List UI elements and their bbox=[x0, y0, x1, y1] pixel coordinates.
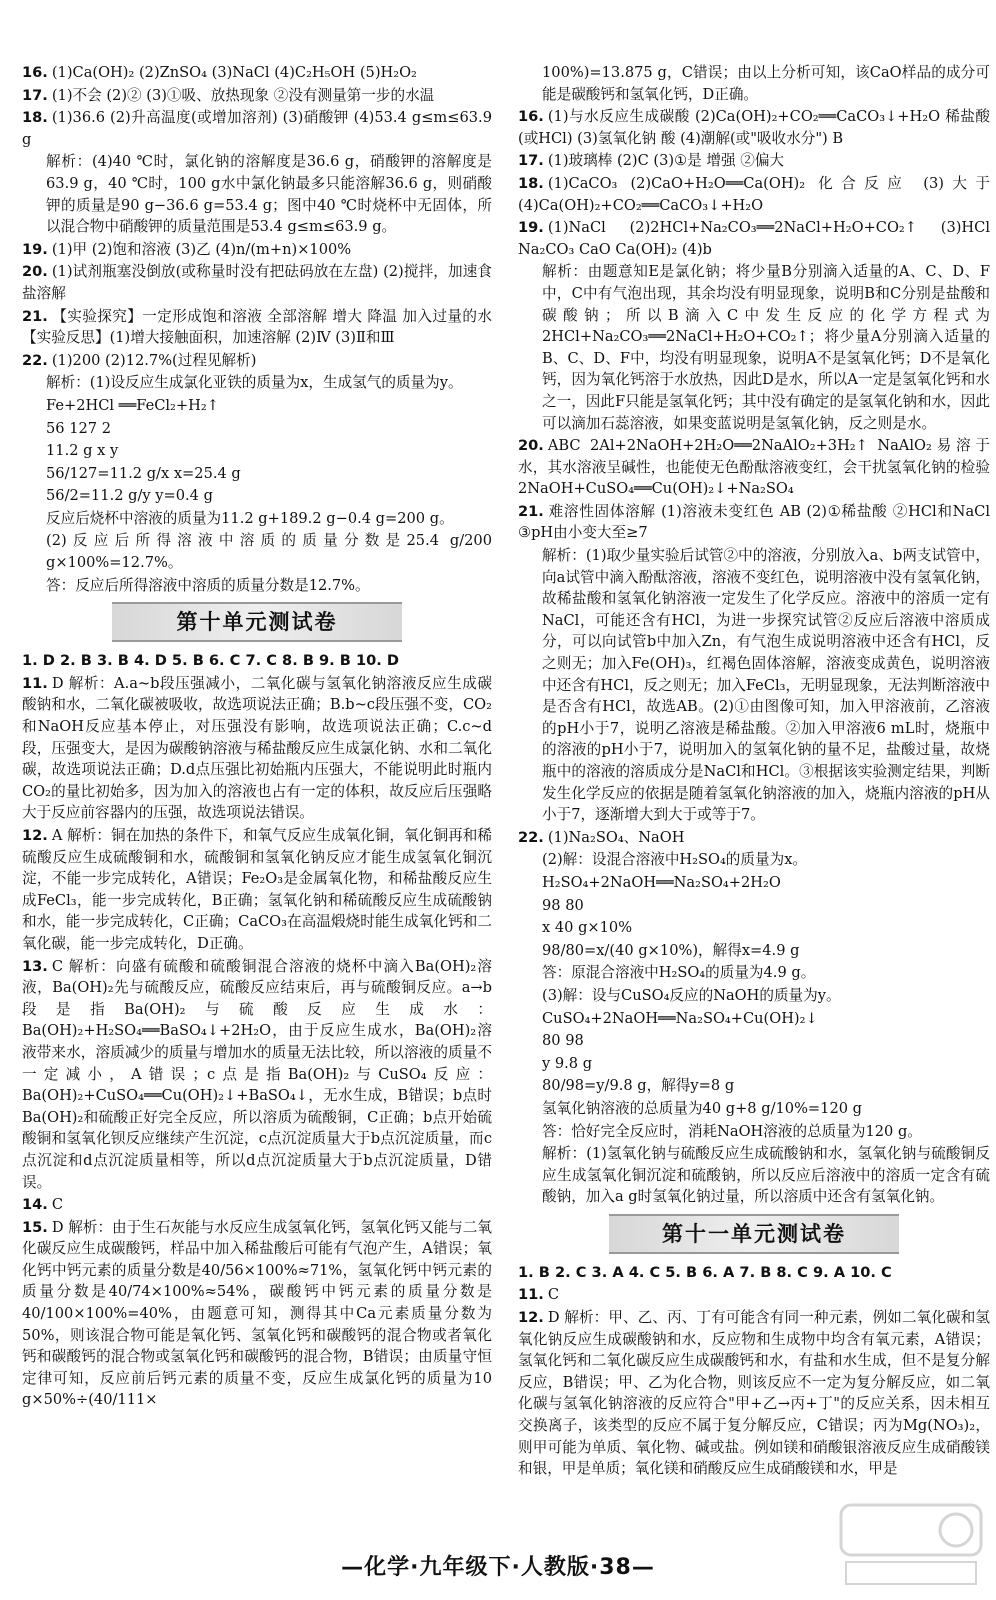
answer-text: D 解析：由于生石灰能与水反应生成氢氧化钙，氢氧化钙又能与二氧化碳反应生成碳酸钙，样品中加入稀盐酸后可能有气泡产生，A错误；氧化钙中钙元素的质量分数是40/56×100%≈71%，氢氧化钙中钙元素的质量分数是40/74×100%≈54%，碳酸钙中钙元素的质量分数是40/100×100%=40%，由题意可知，测得其中Ca元素质量分数为50%，则该混合物可能是氧化钙、氢氧化钙和碳酸钙的混合物或者氧化钙和碳酸钙的混合物或氢氧化钙和碳酸钙的混合物，B错误；由质量守恒定律可知，反应前后钙元素的质量不变，反应生成氯化钙的质量为10 g×50%÷(40/111× bbox=[22, 1218, 492, 1409]
choice-answers: 1. D 2. B 3. B 4. D 5. B 6. C 7. C 8. B 9. B 10. D bbox=[22, 652, 400, 670]
answer-text: y 9.8 g bbox=[542, 1054, 593, 1072]
answer-item bbox=[22, 306, 492, 349]
answer-text: 难溶性固体溶解 (1)溶液未变红色 AB (2)①稀盐酸 ②HCl和NaCl ③pH由小变大至≥7 bbox=[518, 502, 990, 542]
answer-item bbox=[518, 1143, 990, 1208]
answer-text: D 解析：A.a~b段压强减小，二氧化碳与氢氧化钠溶液反应生成碳酸钠和水，二氧化碳被吸收，故选项说法正确；B.b~c段压强不变，CO₂和NaOH反应基本停止，对压强没有影响，故选项说法正确；C.c~d段，压强变大，是因为碳酸钠溶液与稀盐酸反应生成氯化钠、水和二氧化碳，故选项说法正确；D.d点压强比初始瓶内压强大，不能说明此时瓶内CO₂的量比初始多，因为加入的溶液也占有一定的体积，故反应后压强略大于反应前容器内的压强，故选项说法错误。 bbox=[22, 674, 492, 822]
answer-item bbox=[22, 673, 492, 824]
answer-text: 80 98 bbox=[542, 1032, 584, 1050]
answer-item bbox=[22, 463, 492, 485]
answer-text: (3)解：设与CuSO₄反应的NaOH的质量为y。 bbox=[542, 986, 841, 1004]
answer-item bbox=[518, 1121, 990, 1143]
answer-text: 解析：(1)设反应生成氯化亚铁的质量为x，生成氢气的质量为y。 bbox=[46, 374, 463, 392]
answer-text: 100%)=13.875 g，C错误；由以上分析可知，该CaO样品的成分可能是碳酸钙和氢氧化钙，D正确。 bbox=[542, 64, 990, 103]
answer-item bbox=[518, 1098, 990, 1120]
question-number: 21. bbox=[518, 502, 544, 520]
answer-item bbox=[518, 1284, 990, 1306]
answer-item bbox=[518, 435, 990, 500]
answer-item bbox=[518, 1075, 990, 1097]
answer-text: 解析：(1)取少量实验后试管②中的溶液，分别放入a、b两支试管中，向a试管中滴入酚酞溶液，溶液不变红色，说明溶液中没有氢氧化钠，故稀盐酸和氢氧化钠溶液一定发生了化学反应。溶液中的溶质一定有NaCl，可能还含有HCl，为进一步探究试管②反应后溶液中溶质成分，可以向试管b中加入Zn，有气泡生成说明溶液中还含有HCl，反之则无；加入Fe(OH)₃，红褐色固体溶解，溶液变成黄色，说明溶液中还含有HCl，反之则无；加入FeCl₃，无明显现象，无法判断溶液中是否含有HCl，故选AB。(2)①由图像可知，加入甲溶液前，乙溶液的pH小于7，说明乙溶液是稀盐酸。②加入甲溶液6 mL时，烧瓶中的溶液的pH小于7，说明加入的氢氧化钠的量不足，盐酸过量，故烧瓶中的溶液的溶质成分是NaCl和HCl。③根据该实验测定结果，判断发生化学反应的依据是随着氢氧化钠溶液的加入，烧瓶内溶液的pH从小于7，逐渐增大到大于或等于7。 bbox=[542, 547, 990, 824]
answer-item bbox=[22, 485, 492, 507]
question-number: 17. bbox=[518, 152, 544, 170]
answer-item bbox=[22, 107, 492, 150]
question-number: 22. bbox=[518, 828, 544, 846]
section-banner: 第十一单元测试卷 bbox=[609, 1214, 899, 1254]
question-number: 13. bbox=[22, 957, 48, 975]
answer-item bbox=[518, 173, 990, 216]
answer-text: C bbox=[51, 1196, 64, 1214]
answer-text: (1)甲 (2)饱和溶液 (3)乙 (4)n/(m+n)×100% bbox=[51, 240, 352, 258]
answer-text: x 40 g×10% bbox=[542, 919, 633, 937]
answer-item bbox=[22, 575, 492, 597]
question-number: 11. bbox=[22, 674, 48, 692]
question-number: 17. bbox=[22, 86, 48, 104]
answer-text: A 解析：铜在加热的条件下，和氧气反应生成氧化铜，氧化铜再和稀硫酸反应生成硫酸铜和水，硫酸铜和氢氧化钠反应才能生成氢氧化铜沉淀，不能一步完成转化，A错误；Fe₂O₃是金属氧化物，和稀盐酸反应生成FeCl₃，能一步完成转化，B正确；氢氧化钠和稀硫酸反应生成硫酸钠和水，能一步完成转化，C正确；CaCO₃在高温煅烧时能生成氧化钙和二氧化碳，能一步完成转化，D正确。 bbox=[22, 827, 492, 952]
answer-item bbox=[22, 418, 492, 440]
answer-text: C bbox=[547, 1286, 560, 1304]
answer-text: 【实验探究】一定形成饱和溶液 全部溶解 增大 降温 加入过量的水 【实验反思】(1)增大接触面积，加速溶解 (2)Ⅳ (3)Ⅱ和Ⅲ bbox=[22, 307, 492, 347]
answer-item bbox=[22, 151, 492, 237]
answer-text: 答：恰好完全反应时，消耗NaOH溶液的总质量为120 g。 bbox=[542, 1122, 922, 1140]
answer-text: C 解析：向盛有硫酸和硫酸铜混合溶液的烧杯中滴入Ba(OH)₂溶液，Ba(OH)₂先与硫酸反应，硫酸反应结束后，再与硫酸铜反应。a→b段是指Ba(OH)₂与硫酸反应生成水：Ba(OH)₂+H₂SO₄══BaSO₄↓+2H₂O，由于反应生成水，Ba(OH)₂溶液带来水，溶质减少的质量与增加水的质量无法比较，所以溶液的质量不一定减小，A错误；c点是指Ba(OH)₂与CuSO₄反应：Ba(OH)₂+CuSO₄══Cu(OH)₂↓+BaSO₄↓，无水生成，B错误；b点时Ba(OH)₂和硫酸正好完全反应，所以溶质为硫酸铜，C正确；b点开始硫酸铜和氢氧化钡反应继续产生沉淀，c点沉淀质量大于b点沉淀质量，而c点沉淀和d点沉淀质量相等，所以d点沉淀质量大于b点沉淀质量，D错误。 bbox=[22, 957, 492, 1191]
answer-item bbox=[518, 501, 990, 544]
answer-text: 98/80=x/(40 g×10%)，解得x=4.9 g bbox=[542, 941, 800, 959]
answer-item bbox=[22, 350, 492, 372]
question-number: 14. bbox=[22, 1196, 48, 1214]
answer-text: (2)解：设混合溶液中H₂SO₄的质量为x。 bbox=[542, 851, 808, 869]
question-number: 12. bbox=[22, 827, 48, 844]
answer-item bbox=[518, 217, 990, 260]
answer-text: 11.2 g x y bbox=[46, 442, 119, 460]
answer-text: 答：原混合溶液中H₂SO₄的质量为4.9 g。 bbox=[542, 964, 816, 982]
question-number: 19. bbox=[518, 219, 544, 237]
answer-text: (1)200 (2)12.7%(过程见解析) bbox=[51, 351, 257, 369]
answer-text: 56 127 2 bbox=[46, 419, 111, 437]
answer-text: CuSO₄+2NaOH══Na₂SO₄+Cu(OH)₂↓ bbox=[542, 1009, 818, 1027]
answer-item bbox=[22, 956, 492, 1194]
question-number: 18. bbox=[518, 174, 544, 192]
answer-text: D 解析：甲、乙、丙、丁有可能含有同一种元素，例如二氧化碳和氢氧化钠反应生成碳酸钠和水，反应物和生成物中均含有氧元素，A错误；氢氧化钙和二氧化碳反应生成碳酸钙和水，有盐和水生成，但不是复分解反应，B错误；甲、乙为化合物，则该反应不一定为复分解反应，如二氧化碳与氢氧化钠溶液的反应符合"甲+乙→丙+丁"的反应关系，因未相互交换离子，该类型的反应不属于复分解反应，C错误；丙为Mg(NO₃)₂，则甲可能为单质、氧化物、碱或盐。例如镁和硝酸银溶液反应生成硝酸镁和银，甲是单质；氧化镁和硝酸反应生成硝酸镁和水，甲是 bbox=[518, 1309, 990, 1478]
answer-item bbox=[518, 985, 990, 1007]
answer-item bbox=[518, 827, 990, 849]
choice-answers: 1. B 2. C 3. A 4. C 5. B 6. A 7. B 8. C 9. A 10. C bbox=[518, 1263, 892, 1281]
answer-item bbox=[518, 106, 990, 149]
question-number: 21. bbox=[22, 307, 48, 325]
answer-item bbox=[518, 872, 990, 894]
answer-item bbox=[22, 825, 492, 955]
answer-text: 答：反应后所得溶液中溶质的质量分数是12.7%。 bbox=[46, 576, 370, 594]
answer-item bbox=[22, 530, 492, 573]
section-banner: 第十单元测试卷 bbox=[112, 602, 402, 642]
answer-item bbox=[518, 150, 990, 172]
answer-item bbox=[22, 372, 492, 394]
answer-item bbox=[518, 940, 990, 962]
answer-item bbox=[518, 1008, 990, 1030]
answer-text: Fe+2HCl ══FeCl₂+H₂↑ bbox=[46, 396, 219, 414]
answer-text: 氢氧化钠溶液的总质量为40 g+8 g/10%=120 g bbox=[542, 1099, 862, 1117]
answer-item bbox=[518, 261, 990, 434]
answer-item bbox=[22, 85, 492, 107]
question-number: 20. bbox=[22, 263, 48, 281]
answer-item bbox=[518, 1053, 990, 1075]
question-number: 22. bbox=[22, 351, 48, 369]
answer-item bbox=[518, 917, 990, 939]
answer-text: (2)反应后所得溶液中溶质的质量分数是25.4 g/200 g×100%=12.7%。 bbox=[46, 532, 492, 572]
answer-item bbox=[518, 962, 990, 984]
answer-text: 56/2=11.2 g/y y=0.4 g bbox=[46, 487, 213, 505]
answer-text: (1)CaCO₃ (2)CaO+H₂O══Ca(OH)₂ 化合反应 (3)大于 (4)Ca(OH)₂+CO₂══CaCO₃↓+H₂O bbox=[518, 174, 990, 214]
watermark-logo-icon bbox=[836, 1500, 986, 1590]
answer-item bbox=[22, 440, 492, 462]
answer-text: 解析：由题意知E是氯化钠；将少量B分别滴入适量的A、C、D、F中，C中有气泡出现，其余均没有明显现象，说明B和C分别是盐酸和碳酸钠；所以B滴入C中发生反应的化学方程式为2HCl+Na₂CO₃══2NaCl+H₂O+CO₂↑；将少量A分别滴入适量的B、C、D、F中，均没有明显现象，说明A不是氢氧化钙；D不是氧化钙，因为氧化钙溶于水放热，因此D是水，所以A一定是氢氧化钙和水之一，因此F只能是氢氧化钙；其中没有确定的是氢氧化钠和水，因此可以滴加石蕊溶液，如果变蓝说明是氢氧化钠，反之则是水。 bbox=[542, 263, 990, 432]
question-number: 18. bbox=[22, 109, 48, 127]
answer-text: (1)不会 (2)② (3)①吸、放热现象 ②没有测量第一步的水温 bbox=[51, 86, 435, 104]
answer-text: (1)36.6 (2)升高温度(或增加溶剂) (3)硝酸钾 (4)53.4 g≤m≤63.9 g bbox=[22, 109, 492, 148]
answer-item bbox=[518, 895, 990, 917]
answer-item bbox=[22, 508, 492, 530]
question-number: 16. bbox=[22, 64, 48, 81]
answer-text: (1)玻璃棒 (2)C (3)①是 增强 ②偏大 bbox=[547, 152, 785, 170]
answer-text: (1)NaCl (2)2HCl+Na₂CO₃══2NaCl+H₂O+CO₂↑ (3)HCl Na₂CO₃ CaO Ca(OH)₂ (4)b bbox=[518, 219, 990, 258]
answer-text: 98 80 bbox=[542, 896, 584, 914]
question-number: 19. bbox=[22, 240, 48, 258]
answer-item bbox=[518, 849, 990, 871]
answer-text: H₂SO₄+2NaOH══Na₂SO₄+2H₂O bbox=[542, 873, 781, 891]
right-column bbox=[518, 62, 990, 1481]
answer-text: 56/127=11.2 g/x x=25.4 g bbox=[46, 464, 241, 482]
question-number: 12. bbox=[518, 1309, 544, 1327]
answer-text: (1)Na₂SO₄、NaOH bbox=[547, 828, 685, 846]
answer-item bbox=[22, 395, 492, 417]
question-number: 20. bbox=[518, 437, 544, 455]
answer-item bbox=[22, 62, 492, 84]
answer-item bbox=[518, 62, 990, 105]
answer-text: 解析：(1)氢氧化钠与硫酸反应生成硫酸钠和水，氢氧化钠与硫酸铜反应生成氢氧化铜沉淀和硫酸钠，所以反应后溶液中的溶质一定含有硫酸钠，加入a g时氢氧化钠过量，所以溶质中还含有氢氧化钠。 bbox=[542, 1145, 990, 1206]
answer-item bbox=[22, 1217, 492, 1411]
answer-text: (1)Ca(OH)₂ (2)ZnSO₄ (3)NaCl (4)C₂H₅OH (5)H₂O₂ bbox=[51, 64, 417, 81]
answer-item bbox=[518, 1030, 990, 1052]
answer-text: (1)试剂瓶塞没倒放(或称量时没有把砝码放在左盘) (2)搅拌，加速食盐溶解 bbox=[22, 263, 492, 302]
question-number: 11. bbox=[518, 1286, 544, 1304]
answer-text: 80/98=y/9.8 g，解得y=8 g bbox=[542, 1077, 735, 1095]
answer-item bbox=[22, 1194, 492, 1216]
answer-text: 解析：(4)40 ℃时，氯化钠的溶解度是36.6 g，硝酸钾的溶解度是63.9 g，40 ℃时，100 g水中氯化钠最多只能溶解36.6 g，则硝酸钾的质量是90 g−36.6 g=53.4 g；图中40 ℃时烧杯中无固体，所以混合物中硝酸钾的质量范围是53.4 g≤m≤63.9 g。 bbox=[46, 153, 492, 236]
answer-item bbox=[22, 261, 492, 304]
answer-item bbox=[22, 239, 492, 261]
left-column bbox=[22, 62, 492, 1412]
page-footer: —化学·九年级下·人教版·38— bbox=[341, 1555, 655, 1580]
question-number: 15. bbox=[22, 1218, 48, 1236]
question-number: 16. bbox=[518, 108, 544, 126]
answer-item bbox=[518, 1307, 990, 1480]
answer-item bbox=[518, 545, 990, 826]
answer-text: ABC 2Al+2NaOH+2H₂O══2NaAlO₂+3H₂↑ NaAlO₂易溶于水，其水溶液呈碱性，也能使无色酚酞溶液变红，会干扰氢氧化钠的检验 2NaOH+CuSO₄══Cu(OH)₂↓+Na₂SO₄ bbox=[518, 437, 990, 498]
answer-text: (1)与水反应生成碳酸 (2)Ca(OH)₂+CO₂══CaCO₃↓+H₂O 稀盐酸(或HCl) (3)氢氧化钠 酸 (4)潮解(或"吸收水分") B bbox=[518, 108, 990, 147]
answer-text: 反应后烧杯中溶液的质量为11.2 g+189.2 g−0.4 g=200 g。 bbox=[46, 509, 454, 527]
